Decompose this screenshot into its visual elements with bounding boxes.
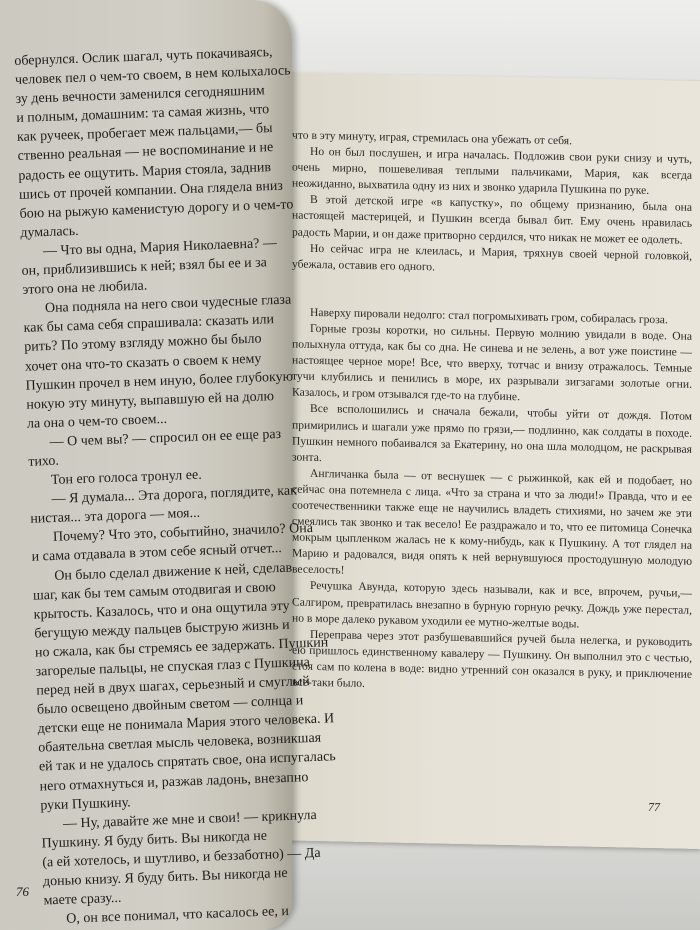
- text-line: бою на рыжую каменистую дорогу и о чем-то: [19, 197, 294, 222]
- text-line: ей так и не удалось спрятать свое, она испугалась: [38, 749, 336, 776]
- text-line: было освещено двойным светом — солнца и: [36, 693, 304, 718]
- text-line: ла она о чем-то своем...: [26, 411, 168, 432]
- paragraph: Речушка Авунда, которую здесь называли, как и все, впрочем, ручьи,— Салгиром, превратилась внезапно в бурную горную речку. Дождь уже перестал, но в море далеко рукавом уходили ее мутно-желтые воды.: [292, 579, 692, 631]
- text-line: он, приблизившись к ней; взял бы ее и за: [21, 255, 268, 279]
- paragraph: Горные грозы коротки, но сильны. Первую молнию увидали в воде. Она полыхнула оттуда, как бы со дна. Не синева и не зелень, а вот уже поистине — настоящее черное море! Все, что вверху, тотчас и внизу отражалось. Темные тучи клубились и пенились в море, их разрывали зигзагами золотые огни. Казалось, и гром отзывался где-то на глубине.: [292, 321, 692, 404]
- text-line: радость ее ощутить. Мария стояла, заднив: [18, 159, 272, 184]
- text-line: — Что вы одна, Мария Николаевна? —: [42, 235, 278, 260]
- text-line: обернулся. Ослик шагал, чуть покачиваясь,: [14, 44, 273, 69]
- text-line: зу день вечности заменился сегодняшним: [15, 83, 266, 108]
- text-line: — Ну, давайте же мне и свои! — крикнула: [62, 807, 317, 832]
- text-line: нистая... эта дорога — моя...: [30, 506, 201, 527]
- right-page-text: [292, 127, 692, 698]
- text-line: крытость. Казалось, что и она ощутила эту: [33, 598, 290, 623]
- text-line: рить? По этому взгляду можно бы было: [24, 331, 262, 356]
- text-line: О, он все понимал, что касалось ее, и: [66, 904, 290, 927]
- left-page: [0, 0, 336, 930]
- paragraph: Переправа через этот разбушевавшийся ручей была нелегка, и руководить ею пришлось единственному кавалеру — Пушкину. Он выполнил это с честью, стоя сам по колена в воде: видно утренний сон оказался в руку, и приключение все-таки было.: [292, 627, 692, 690]
- text-line: ственно реальная — не воспоминание и не: [17, 140, 274, 165]
- text-line: нокую эту минуту, выпавшую ей на долю: [26, 388, 275, 413]
- text-line: и сама отдавала в этом себе ясный отчет...: [31, 541, 283, 566]
- text-line: и полным, домашним: та самая жизнь, что: [16, 102, 270, 127]
- text-line: детски еще не понимала Мария этого человека. И: [37, 711, 335, 737]
- text-line: человек пел о чем-то своем, в нем колыхалось: [14, 63, 291, 89]
- left-page-text: [14, 42, 344, 930]
- text-line: как ручеек, пробегает меж пальцами,— бы: [16, 121, 273, 146]
- text-line: Он было сделал движение к ней, сделав: [54, 560, 293, 584]
- text-line: шаг, как бы тем самым отодвигая и свою: [32, 579, 276, 604]
- paragraph: Наверху пировали недолго: стал погромыхивать гром, собиралась гроза.: [310, 305, 668, 327]
- text-line: Почему? Что это, событийно, значило? Она: [52, 521, 314, 546]
- text-line: донью книзу. Я буду бить. Вы никогда не: [42, 865, 288, 890]
- text-line: — О чем вы? — спросил он ее еще раз: [49, 426, 282, 450]
- text-line: перед ней в двух шагах, серьезный и смуглый: [36, 674, 311, 699]
- text-line: — Я думала... Эта дорога, поглядите, как: [51, 483, 298, 508]
- paragraph: Все всполошились и сначала бежали, чтобы уйти от дождя. Потом примирились и шагали уже прямо по грязи,— подлинно, как солдаты в походе. Пушкин немного побаивался за Екатерину, но она шла молодцом, не раскрывая зонта.: [292, 402, 692, 464]
- text-line: этого она не любила.: [22, 278, 148, 298]
- text-line: загорелые пальцы, не спуская глаз с Пушкина: [35, 655, 311, 680]
- text-line: но сжала, как бы стремясь ее задержать. Пушкин: [34, 635, 329, 661]
- text-line: Она подняла на него свои чудесные глаза: [44, 292, 292, 317]
- text-line: маете сразу...: [43, 890, 122, 909]
- text-line: хочет она что-то сказать о своем к нему: [24, 351, 262, 375]
- paragraph: Англичанка была — от веснушек — с рыжинкой, как ей и подобает, но сейчас она потемнела с лица. «Что за страна и что за люди!» Правда, что и ее соотечественники также еще не научились владеть стихиями, но зачем же эти смеялись так звонко и так весело! Ее раздражало и то, что ее питомица Сонечка мокрым цыпленком жалась не к кому-нибудь, как к Пушкину. А тот глядел на Марию и радовался, видя опять к ней вернувшуюся простодушную молодую веселость!: [292, 466, 692, 577]
- text-line: руки Пушкину.: [40, 795, 131, 814]
- text-line: обаятельна светлая мысль человека, возникшая: [38, 731, 322, 756]
- text-line: Пушкину. Я буду бить. Вы никогда не: [41, 828, 268, 852]
- text-line: шись от прочей компании. Она глядела вниз: [18, 178, 284, 203]
- text-line: Тон его голоса тронул ее.: [50, 467, 202, 489]
- paragraph: Но он был послушен, и игра началась. Подложив свои руки снизу и чуть, очень мирно, пошевеливая теплыми пальчиками, Мария, как всегда неожиданно, выхватила одну из них и звонко ударила Пушкина по руке.: [292, 144, 692, 198]
- text-line: как бы сама себя спрашивала: сказать или: [23, 312, 275, 337]
- text-line: Пушкин прочел в нем иную, более глубокую: [25, 369, 294, 394]
- text-line: тихо.: [28, 453, 60, 470]
- text-line: бегущую между пальцев быструю жизнь и: [34, 617, 290, 642]
- paragraph: Но сейчас игра не клеилась, и Мария, тряхнув своей черной головкой, убежала, оставив его одного.: [292, 241, 692, 274]
- text-line: (а ей хотелось, и шутливо, и беззаботно) — Да: [42, 845, 321, 871]
- text-line: него отмахнуться и, разжав ладонь, внезапно: [39, 769, 309, 795]
- page-number-left: 76: [16, 884, 29, 899]
- paragraph: В этой детской игре «в капустку», по общему признанию, была она настоящей мастерицей, и Пушкин всегда бывал бит. Ему очень нравилась радость Марии, и он даже притворно сердился, что никак не может ее одолеть.: [292, 193, 692, 247]
- paragraph: что в эту минуту, играя, стремилась она убежать от себя.: [292, 128, 572, 148]
- text-line: думалась.: [20, 223, 79, 241]
- page-number-right: 77: [648, 799, 660, 815]
